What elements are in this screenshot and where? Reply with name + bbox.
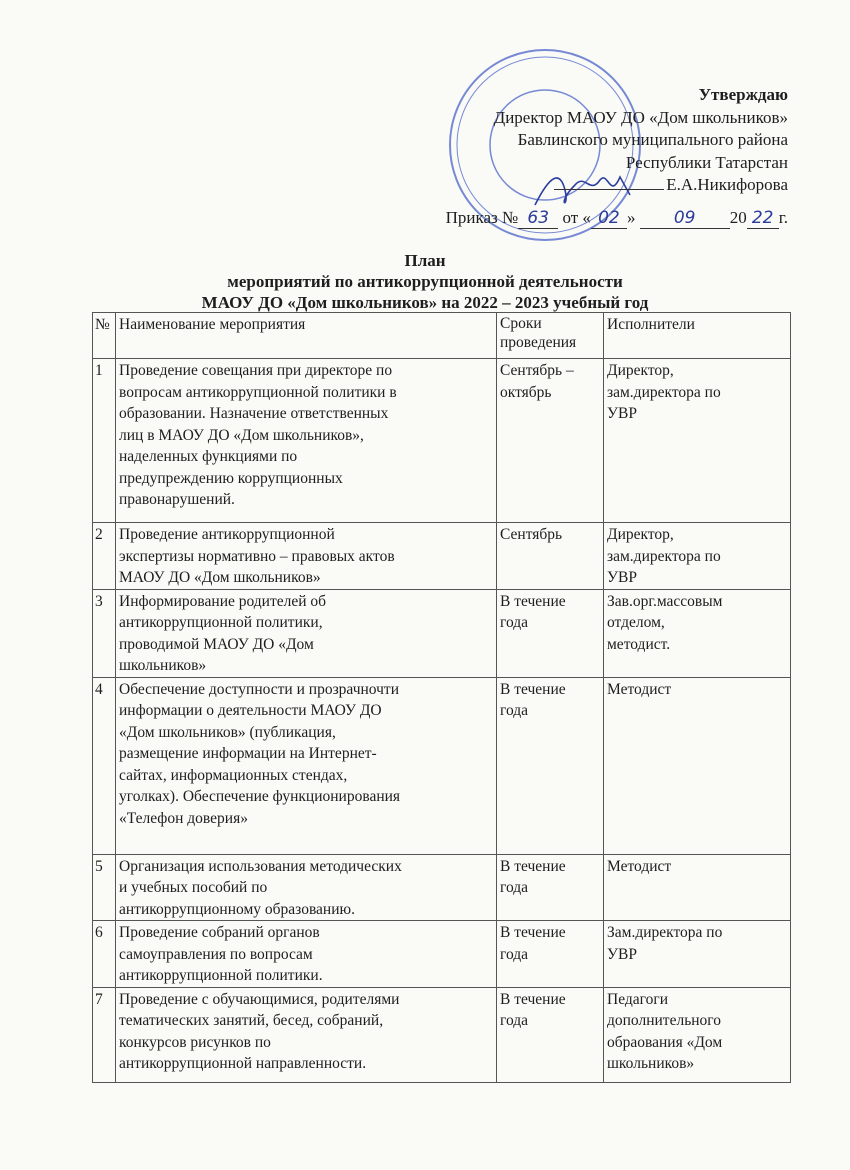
row-executors: Директор, зам.директора по УВР — [604, 359, 791, 523]
order-year-end: г. — [778, 208, 788, 227]
row-executors: Методист — [604, 677, 791, 854]
row-term: В течение года — [497, 987, 604, 1082]
row-executors: Зам.директора по УВР — [604, 921, 791, 988]
row-executors: Методист — [604, 854, 791, 921]
row-name: Организация использования методических и учебных пособий по антикоррупционному образованию. — [116, 854, 497, 921]
table-row — [93, 921, 791, 988]
signatory-name: Е.А.Никифорова — [666, 175, 788, 194]
order-line: Приказ № 63 от « 02 » 09 20 22 г. — [445, 208, 788, 228]
row-term: Сентябрь — [497, 523, 604, 590]
row-executors: Зав.орг.массовым отделом, методист. — [604, 589, 791, 677]
row-name: Проведение с обучающимися, родителями тематических занятий, бесед, собраний, конкурсов рисунков по антикоррупционной направленности. — [116, 987, 497, 1082]
row-term: В течение года — [497, 921, 604, 988]
approval-signatory — [494, 174, 788, 197]
order-label: Приказ № — [445, 208, 519, 227]
order-from-label: от « — [562, 208, 591, 227]
title-line: мероприятий по антикоррупционной деятельности — [227, 272, 623, 291]
approval-block — [494, 84, 788, 197]
row-executors: Педагоги дополнительного обраования «Дом школьников» — [604, 987, 791, 1082]
events-table — [92, 312, 791, 1083]
row-number: 4 — [93, 677, 116, 854]
row-number: 7 — [93, 987, 116, 1082]
table-row — [93, 987, 791, 1082]
row-name: Информирование родителей об антикоррупционной политики, проводимой МАОУ ДО «Дом школьников» — [116, 589, 497, 677]
row-number: 6 — [93, 921, 116, 988]
row-term: В течение года — [497, 677, 604, 854]
order-year-prefix: 20 — [729, 208, 747, 227]
header-executors: Исполнители — [604, 313, 791, 359]
row-name: Проведение совещания при директоре по вопросам антикоррупционной политики в образовании. Назначение ответственных лиц в МАОУ ДО «Дом школьников», наделенных функциями по предупреждению коррупционных правонарушений. — [116, 359, 497, 523]
row-term: В течение года — [497, 589, 604, 677]
header-number: № — [93, 313, 116, 359]
order-year-suffix: 22 — [747, 208, 779, 229]
header-name: Наименование мероприятия — [116, 313, 497, 359]
table-row — [93, 589, 791, 677]
table-row — [93, 677, 791, 854]
title-line: МАОУ ДО «Дом школьников» на 2022 – 2023 учебный год — [201, 293, 649, 312]
row-term: Сентябрь – октябрь — [497, 359, 604, 523]
row-term: В течение года — [497, 854, 604, 921]
row-number: 1 — [93, 359, 116, 523]
table-row — [93, 359, 791, 523]
table-row — [93, 523, 791, 590]
row-executors: Директор, зам.директора по УВР — [604, 523, 791, 590]
row-number: 5 — [93, 854, 116, 921]
table-header — [93, 313, 791, 359]
document-title — [0, 250, 850, 313]
row-number: 3 — [93, 589, 116, 677]
row-name: Проведение собраний органов самоуправления по вопросам антикоррупционной политики. — [116, 921, 497, 988]
approval-line: Бавлинского муниципального района — [517, 130, 788, 149]
row-name: Обеспечение доступности и прозрачночти информации о деятельности МАОУ ДО «Дом школьников» (публикация, размещение информации на Интернет- сайтах, информационных стендах, уголках). Обеспечение функционирования «Телефон доверия» — [116, 677, 497, 854]
header-term: Сроки проведения — [497, 313, 604, 359]
row-name: Проведение антикоррупционной экспертизы нормативно – правовых актов МАОУ ДО «Дом школьников» — [116, 523, 497, 590]
approval-line: Республики Татарстан — [625, 152, 788, 172]
order-day: 02 — [591, 208, 627, 229]
approval-line: Директор МАОУ ДО «Дом школьников» — [493, 107, 788, 127]
row-number: 2 — [93, 523, 116, 590]
title-line: План — [404, 251, 446, 270]
approval-heading: Утверждаю — [698, 85, 788, 104]
table-row — [93, 854, 791, 921]
order-number: 63 — [518, 208, 558, 229]
order-month: 09 — [640, 208, 730, 229]
